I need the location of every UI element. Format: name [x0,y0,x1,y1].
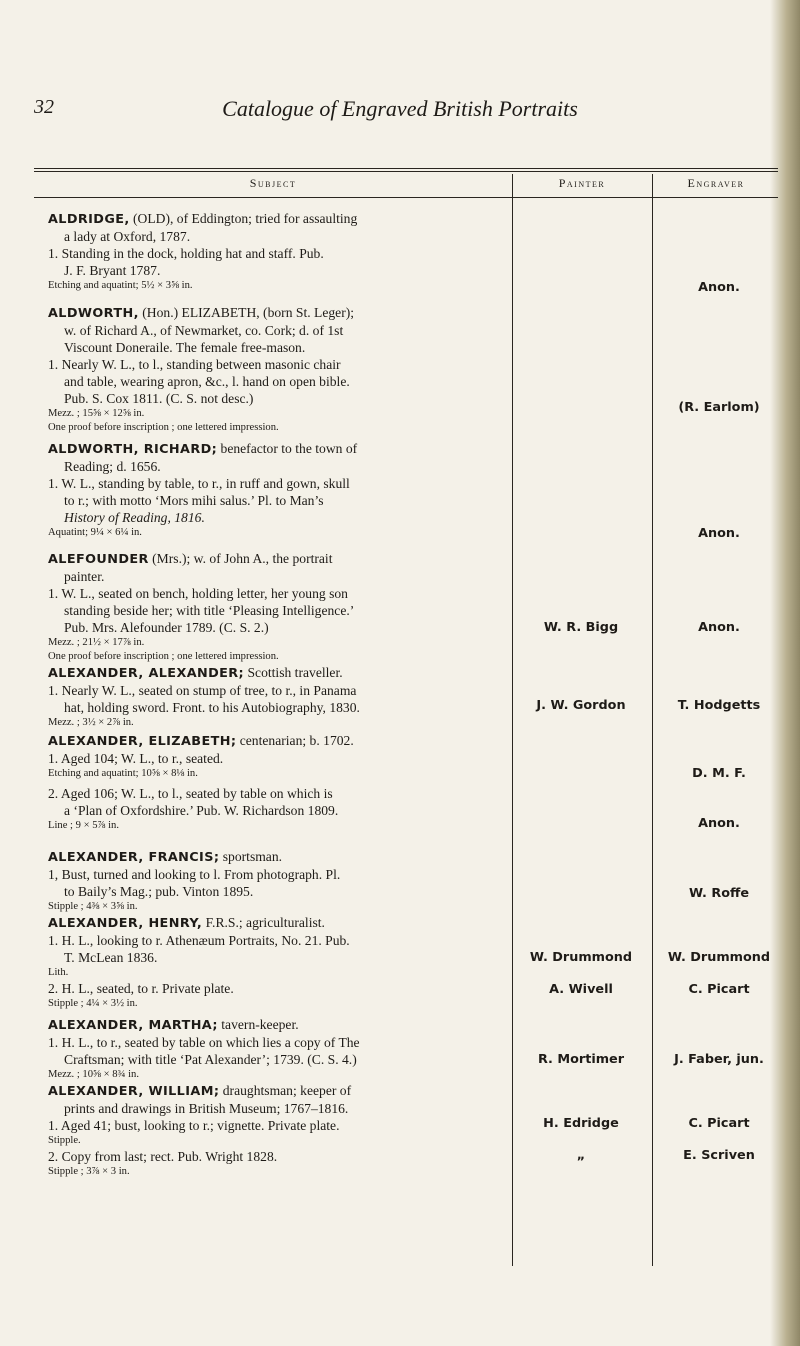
entry-text: 2. Copy from last; rect. Pub. Wright 1828. [48,1149,278,1164]
engraver-cell: T. Hodgetts [677,698,761,713]
entry-text: 1. H. L., to r., seated by table on which lies a copy of The [48,1035,360,1050]
painter-cell: „ [576,1148,586,1163]
running-title: Catalogue of Engraved British Portraits [222,96,578,121]
catalogue-entry [48,1082,510,1179]
plate-dimensions: Line ; 9 × 5⅞ in. [48,820,120,831]
engraver-cell: Anon. [698,816,740,831]
engraver-cell: Anon. [698,280,740,295]
entry-text: tavern-keeper. [217,1017,299,1032]
painter-cell: A. Wivell [549,982,613,997]
entry-text: 1. Aged 104; W. L., to r., seated. [48,751,224,766]
entry-text: w. of Richard A., of Newmarket, co. Cork; d. of 1st [64,323,344,338]
sitter-name: ALEXANDER, FRANCIS; [48,850,220,865]
entry-text: standing beside her; with title ‘Pleasing Intelligence.’ [64,603,355,618]
entry-text: a ‘Plan of Oxfordshire.’ Pub. W. Richardson 1809. [64,803,339,818]
engraver-cell: D. M. F. [692,766,746,781]
sitter-name: ALEXANDER, ALEXANDER; [48,666,245,681]
painter-cell: R. Mortimer [537,1052,625,1067]
entry-text: centenarian; b. 1702. [236,733,354,748]
sitter-name: ALDWORTH, RICHARD; [48,442,218,457]
sitter-name: ALEXANDER, WILLIAM; [48,1084,220,1099]
plate-dimensions: Etching and aquatint; 10⅝ × 8⅛ in. [48,768,198,779]
sitter-name: ALEFOUNDER [48,552,149,567]
plate-dimensions: Stipple. [48,1135,81,1146]
entry-text: hat, holding sword. Front. to his Autobiography, 1830. [64,700,360,715]
entry-text: draughtsman; keeper of [219,1083,352,1098]
painter-cell: J. W. Gordon [536,698,626,713]
column-header-engraver: Engraver [687,176,745,190]
sitter-name: ALEXANDER, MARTHA; [48,1018,218,1033]
catalogue-entry [48,1016,510,1082]
plate-dimensions: Lith. [48,967,69,978]
plate-dimensions: Stipple ; 4⅜ × 3⅝ in. [48,901,138,912]
entry-text: benefactor to the town of [217,441,358,456]
painter-cell: W. R. Bigg [543,620,619,635]
catalogue-entry [48,848,510,914]
entry-text: 1. W. L., seated on bench, holding letter, her young son [48,586,348,601]
catalogue-entry [48,732,510,833]
column-header-painter: Painter [558,176,606,190]
top-rule-thin [34,171,778,172]
entry-text: prints and drawings in British Museum; 1767–1816. [64,1101,349,1116]
top-rule [34,168,778,169]
entry-text: 2. Aged 106; W. L., to l., seated by table on which is [48,786,333,801]
entry-text: 2. H. L., seated, to r. Private plate. [48,981,234,996]
column-divider-engraver [652,174,653,1266]
engraver-cell: W. Roffe [688,886,750,901]
engraver-cell: E. Scriven [683,1148,755,1163]
painter-cell: H. Edridge [543,1116,619,1131]
entry-text: (Mrs.); w. of John A., the portrait [148,551,333,566]
entry-text: (OLD), of Eddington; tried for assaulting [129,211,358,226]
entry-text: sportsman. [219,849,283,864]
sitter-name: ALEXANDER, ELIZABETH; [48,734,237,749]
catalogue-entry [48,914,510,1011]
catalogue-entry [48,440,510,540]
sitter-name: ALDRIDGE, [48,212,130,227]
impression-note: One proof before inscription ; one lettered impression. [48,651,279,662]
entry-text: 1. Nearly W. L., seated on stump of tree, to r., in Panama [48,683,357,698]
entry-text: to r.; with motto ‘Mors mihi salus.’ Pl. to Man’s [64,493,324,508]
engraver-cell: Anon. [698,526,740,541]
catalogue-entry [48,210,510,293]
plate-dimensions: Stipple ; 4¼ × 3½ in. [48,998,138,1009]
plate-dimensions: Aquatint; 9¼ × 6¼ in. [48,527,142,538]
page-edge-shadow [770,0,800,1346]
entry-text: T. McLean 1836. [64,950,158,965]
engraver-cell: C. Picart [688,1116,750,1131]
plate-dimensions: Stipple ; 3⅞ × 3 in. [48,1166,130,1177]
painter-cell: W. Drummond [529,950,633,965]
entry-text: Pub. Mrs. Alefounder 1789. (C. S. 2.) [64,620,269,635]
entry-text: 1. H. L., looking to r. Athenæum Portraits, No. 21. Pub. [48,933,350,948]
plate-dimensions: Mezz. ; 3½ × 2⅞ in. [48,717,134,728]
entry-text: 1. Standing in the dock, holding hat and staff. Pub. [48,246,324,261]
entry-text: History of Reading, 1816. [64,510,205,525]
entry-text: F.R.S.; agriculturalist. [202,915,325,930]
entry-text: a lady at Oxford, 1787. [64,229,191,244]
entry-text: 1. W. L., standing by table, to r., in ruff and gown, skull [48,476,350,491]
impression-note: One proof before inscription ; one lettered impression. [48,422,279,433]
entry-text: (Hon.) ELIZABETH, (born St. Leger); [138,305,355,320]
entry-text: Reading; d. 1656. [64,459,161,474]
plate-dimensions: Etching and aquatint; 5½ × 3⅝ in. [48,280,193,291]
entry-text: 1. Nearly W. L., to l., standing between masonic chair [48,357,341,372]
sitter-name: ALEXANDER, HENRY, [48,916,203,931]
plate-dimensions: Mezz. ; 10⅝ × 8¾ in. [48,1069,140,1080]
entry-text: Scottish traveller. [244,665,343,680]
catalogue-entry [48,664,510,730]
entry-text: painter. [64,569,105,584]
column-header-subject: Subject [249,176,297,190]
entry-text: and table, wearing apron, &c., l. hand on open bible. [64,374,350,389]
engraver-cell: C. Picart [688,982,750,997]
entry-text: 1, Bust, turned and looking to l. From photograph. Pl. [48,867,341,882]
page-number: 32 [34,96,54,118]
column-divider-painter [512,174,513,1266]
header-rule [34,197,778,198]
entry-text: Viscount Doneraile. The female free-mason. [64,340,306,355]
plate-dimensions: Mezz. ; 15⅝ × 12⅝ in. [48,408,145,419]
entry-text: Pub. S. Cox 1811. (C. S. not desc.) [64,391,254,406]
entry-text: 1. Aged 41; bust, looking to r.; vignette. Private plate. [48,1118,340,1133]
plate-dimensions: Mezz. ; 21½ × 17⅞ in. [48,637,145,648]
page-header [0,96,800,136]
entry-text: to Baily’s Mag.; pub. Vinton 1895. [64,884,254,899]
engraver-cell: (R. Earlom) [678,400,760,415]
catalogue-entry [48,550,510,664]
entry-text: J. F. Bryant 1787. [64,263,161,278]
catalogue-entry [48,304,510,435]
engraver-cell: Anon. [698,620,740,635]
engraver-cell: W. Drummond [667,950,771,965]
sitter-name: ALDWORTH, [48,306,139,321]
engraver-cell: J. Faber, jun. [674,1052,764,1067]
entry-text: Craftsman; with title ‘Pat Alexander’; 1739. (C. S. 4.) [64,1052,357,1067]
